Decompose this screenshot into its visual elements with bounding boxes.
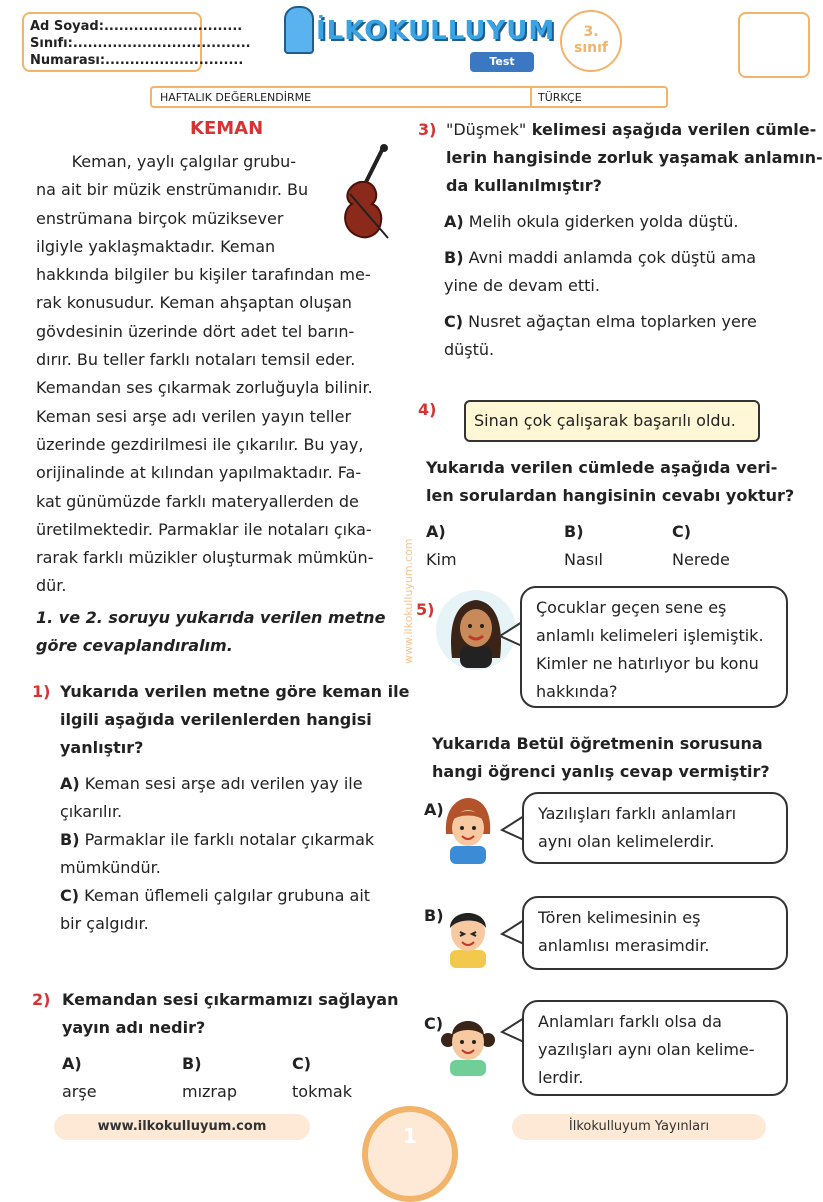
bubble-tail: [500, 814, 524, 844]
q2-number: 2): [32, 990, 51, 1009]
option-b-bubble[interactable]: [522, 896, 788, 970]
reading-line: rak konusudur. Keman ahşaptan oluşan: [36, 293, 352, 313]
q2-line: yayın adı nedir?: [62, 1018, 206, 1037]
bubble-line: hakkında?: [536, 682, 618, 701]
logo: [290, 14, 556, 50]
bubble-line: anlamlısı merasimdir.: [538, 936, 710, 955]
q1-option-a[interactable]: [60, 770, 363, 826]
reading-line: kat günümüzde farklı materyallerden de: [36, 491, 359, 511]
q2-line: Kemandan sesi çıkarmamızı sağlayan: [62, 990, 399, 1009]
bubble-line: lerdir.: [538, 1068, 584, 1087]
bubble-tail: [500, 1016, 524, 1046]
info-bar: [150, 86, 668, 108]
option-label: B): [444, 248, 464, 267]
q1-line: yanlıştır?: [60, 738, 144, 757]
q3-option-a[interactable]: [444, 208, 738, 236]
option-label: C): [60, 886, 80, 905]
bubble-tail: [500, 918, 524, 948]
teacher-speech-bubble: [520, 586, 788, 708]
bubble-line: Anlamları farklı olsa da: [538, 1012, 722, 1031]
grade-badge: [560, 10, 622, 72]
class-line: Sınıfı:....................................: [30, 36, 251, 51]
option-label: A): [60, 774, 80, 793]
option-text: Avni maddi anlamda çok düştü ama: [468, 248, 757, 267]
bubble-line: Tören kelimesinin eş: [538, 908, 701, 927]
instruction-line: göre cevaplandıralım.: [36, 636, 233, 655]
option-text: mümkündür.: [60, 858, 161, 877]
reading-line: rarak farklı müzikler oluşturmak mümkün-: [36, 548, 374, 568]
bubble-tail: [498, 620, 522, 650]
score-box: [738, 12, 810, 78]
q3-text: [446, 116, 823, 200]
reading-line: orijinalinde at kılından yapılmaktadır. Fa-: [36, 463, 362, 483]
option-text: yine de devam etti.: [444, 276, 600, 295]
reading-line: üzerinde gezdirilmesi ile çıkarılır. Bu yay,: [36, 434, 364, 454]
reading-line: hakkında bilgiler bu kişiler tarafından me-: [36, 265, 371, 285]
option-text: düştü.: [444, 340, 495, 359]
bubble-line: anlamlı kelimeleri işlemiştik.: [536, 626, 764, 645]
q2-option-a[interactable]: [62, 1050, 97, 1106]
bubble-line: Yazılışları farklı anlamları: [538, 804, 737, 823]
reading-line: dür.: [36, 576, 67, 596]
option-label: C): [444, 312, 464, 331]
number-line: Numarası:............................: [30, 53, 244, 68]
vertical-website: www.ilkokulluyum.com: [402, 538, 415, 664]
q5-option-b-label[interactable]: B): [424, 906, 444, 925]
option-text: Kim: [426, 550, 457, 569]
option-label: A): [62, 1054, 82, 1073]
reading-line: Keman, yaylı çalgılar grubu-: [36, 152, 297, 171]
q2-text: [62, 986, 398, 1042]
option-text: Parmaklar ile farklı notalar çıkarmak: [84, 830, 375, 849]
info-right: TÜRKÇE: [538, 91, 582, 104]
grade-number: 3.: [583, 24, 599, 40]
reading-line: Kemandan ses çıkarmak zorluğuyla bilinir.: [36, 378, 373, 398]
footer-publisher: İlkokulluyum Yayınları: [512, 1114, 766, 1140]
name-line: Ad Soyad:............................: [30, 19, 243, 34]
q4-line: len sorulardan hangisinin cevabı yoktur?: [426, 486, 795, 505]
option-text: Keman sesi arşe adı verilen yay ile: [84, 774, 363, 793]
reading-line: na ait bir müzik enstrümanıdır. Bu: [36, 180, 309, 200]
reading-text: [36, 148, 398, 601]
q4-option-c[interactable]: [672, 518, 730, 574]
option-label: A): [444, 212, 464, 231]
grade-label: sınıf: [574, 40, 608, 56]
footer-website[interactable]: www.ilkokulluyum.com: [54, 1114, 310, 1140]
q3-quote: "Düşmek": [446, 120, 527, 139]
boy-avatar-icon: [440, 898, 496, 968]
reading-line: Keman sesi arşe adı verilen yayın teller: [36, 406, 352, 426]
logo-text: İLKOKULLUYUM: [316, 16, 556, 46]
q4-line: Yukarıda verilen cümlede aşağıda veri-: [426, 458, 778, 477]
q4-option-a[interactable]: [426, 518, 457, 574]
q3-option-c[interactable]: [444, 308, 757, 364]
q1-option-c[interactable]: [60, 882, 370, 938]
test-badge: Test: [470, 52, 534, 72]
option-text: bir çalgıdır.: [60, 914, 149, 933]
option-label: A): [426, 522, 446, 541]
reading-line: enstrümana birçok müziksever: [36, 208, 284, 228]
option-text: tokmak: [292, 1082, 352, 1101]
reading-line: üretilmektedir. Parmaklar ile notaları çıka-: [36, 519, 372, 539]
q3-line: lerin hangisinde zorluk yaşamak anlamın-: [446, 148, 823, 167]
q1-option-b[interactable]: [60, 826, 374, 882]
info-left: HAFTALIK DEĞERLENDİRME: [160, 91, 312, 104]
bubble-line: yazılışları aynı olan kelime-: [538, 1040, 755, 1059]
instruction: [36, 604, 385, 660]
q3-line: da kullanılmıştır?: [446, 176, 602, 195]
option-label: C): [292, 1054, 312, 1073]
q3-number: 3): [418, 120, 437, 139]
q4-option-b[interactable]: [564, 518, 603, 574]
q1-line: ilgili aşağıda verilenlerden hangisi: [60, 710, 372, 729]
option-c-bubble[interactable]: [522, 1000, 788, 1096]
option-text: Melih okula giderken yolda düştü.: [468, 212, 739, 231]
option-label: B): [564, 522, 584, 541]
q4-number: 4): [418, 400, 437, 419]
q1-number: 1): [32, 682, 51, 701]
option-text: mızrap: [182, 1082, 237, 1101]
option-text: Keman üflemeli çalgılar grubuna ait: [84, 886, 371, 905]
q3-line: kelimesi aşağıda verilen cümle-: [526, 120, 817, 139]
q5-text: [432, 730, 770, 786]
option-text: Nasıl: [564, 550, 603, 569]
page-number-badge: [362, 1106, 458, 1202]
info-divider: [530, 88, 532, 106]
page-number: 1: [403, 1124, 417, 1148]
reading-title: KEMAN: [190, 118, 264, 139]
bubble-line: Kimler ne hatırlıyor bu konu: [536, 654, 759, 673]
bubble-line: aynı olan kelimelerdir.: [538, 832, 715, 851]
bubble-line: Çocuklar geçen sene eş: [536, 598, 727, 617]
q2-option-b[interactable]: [182, 1050, 237, 1106]
option-a-bubble[interactable]: [522, 792, 788, 864]
student-info-box: [22, 12, 251, 72]
option-label: C): [672, 522, 692, 541]
reading-line: ilgiyle yaklaşmaktadır. Keman: [36, 236, 276, 256]
reading-line: gövdesinin üzerinde dört adet tel barın-: [36, 321, 355, 341]
q5-number: 5): [416, 600, 435, 619]
q5-option-c-label[interactable]: C): [424, 1014, 444, 1033]
q4-sentence-box: Sinan çok çalışarak başarılı oldu.: [464, 400, 760, 442]
option-text: Nerede: [672, 550, 730, 569]
q3-option-b[interactable]: [444, 244, 756, 300]
q5-line: Yukarıda Betül öğretmenin sorusuna: [432, 734, 763, 753]
option-label: B): [182, 1054, 202, 1073]
girl-avatar-icon: [440, 794, 496, 864]
option-text: arşe: [62, 1082, 97, 1101]
reading-line: dırır. Bu teller farklı notaları temsil eder.: [36, 350, 356, 370]
option-text: çıkarılır.: [60, 802, 123, 821]
q4-text: [426, 454, 794, 510]
option-text: Nusret ağaçtan elma toplarken yere: [468, 312, 757, 331]
option-label: B): [60, 830, 80, 849]
instruction-line: 1. ve 2. soruyu yukarıda verilen metne: [36, 608, 386, 627]
q1-line: Yukarıda verilen metne göre keman ile: [60, 682, 410, 701]
girl-pigtails-avatar-icon: [440, 1006, 496, 1076]
q2-option-c[interactable]: [292, 1050, 352, 1106]
q5-option-a-label[interactable]: A): [424, 800, 444, 819]
q1-text: [60, 678, 409, 762]
q5-line: hangi öğrenci yanlış cevap vermiştir?: [432, 762, 770, 781]
